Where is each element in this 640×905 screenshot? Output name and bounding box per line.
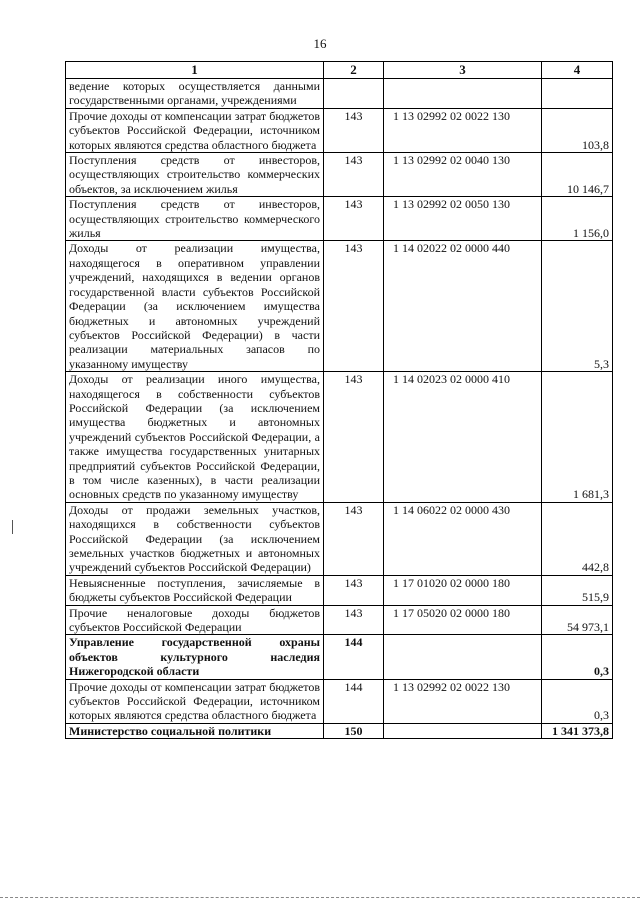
row-description: Министерство социальной политики	[66, 723, 324, 738]
table-row	[66, 79, 613, 109]
row-code: 143	[324, 197, 384, 241]
row-code: 144	[324, 679, 384, 723]
table-row	[66, 153, 613, 197]
row-kbk: 1 13 02992 02 0022 130	[384, 108, 542, 152]
row-kbk: 1 14 06022 02 0000 430	[384, 502, 542, 575]
row-amount: 10 146,7	[542, 153, 613, 197]
row-kbk: 1 13 02992 02 0022 130	[384, 679, 542, 723]
row-description: Доходы от реализации имущества, находящегося в оперативном управлении учреждений, находящихся в ведении органов государственной власти субъектов Российской Федерации (за исключением имущества бюджетных и автономных учреждений субъектов Российской Федерации) в части реализации материальных запасов по указанному имуществу	[66, 241, 324, 372]
table-row	[66, 575, 613, 605]
row-description: Доходы от продажи земельных участков, находящихся в собственности субъектов Российской Федерации (за исключением земельных участков бюджетных и автономных учреждений субъектов Российской Федерации)	[66, 502, 324, 575]
row-amount: 0,3	[542, 679, 613, 723]
row-code: 143	[324, 605, 384, 635]
row-code: 143	[324, 241, 384, 372]
row-description: Поступления средств от инвесторов, осуществляющих строительство коммерческих объектов, за исключением жилья	[66, 153, 324, 197]
table-row	[66, 679, 613, 723]
table-row	[66, 241, 613, 372]
row-kbk	[384, 79, 542, 109]
row-code	[324, 79, 384, 109]
header-col-1: 1	[66, 62, 324, 79]
table-header-row	[66, 62, 613, 79]
row-description: ведение которых осуществляется данными государственными органами, учреждениями	[66, 79, 324, 109]
row-code: 144	[324, 635, 384, 679]
table-row	[66, 108, 613, 152]
row-code: 143	[324, 502, 384, 575]
table-row	[66, 502, 613, 575]
row-amount: 5,3	[542, 241, 613, 372]
header-col-2: 2	[324, 62, 384, 79]
row-kbk: 1 17 01020 02 0000 180	[384, 575, 542, 605]
row-kbk: 1 17 05020 02 0000 180	[384, 605, 542, 635]
table-row	[66, 372, 613, 503]
row-amount: 1 156,0	[542, 197, 613, 241]
row-code: 143	[324, 108, 384, 152]
header-col-4: 4	[542, 62, 613, 79]
margin-mark	[12, 520, 13, 534]
row-description: Управление государственной охраны объектов культурного наследия Нижегородской области	[66, 635, 324, 679]
row-description: Невыясненные поступления, зачисляемые в бюджеты субъектов Российской Федерации	[66, 575, 324, 605]
row-code: 143	[324, 153, 384, 197]
row-kbk	[384, 635, 542, 679]
row-description: Поступления средств от инвесторов, осуществляющих строительство коммерческого жилья	[66, 197, 324, 241]
table-row	[66, 635, 613, 679]
row-code: 150	[324, 723, 384, 738]
table-row	[66, 605, 613, 635]
table-body	[66, 79, 613, 739]
row-amount	[542, 79, 613, 109]
table-row	[66, 197, 613, 241]
revenue-table	[65, 61, 613, 739]
page-bottom-rule	[0, 897, 640, 898]
page-number: 16	[313, 36, 327, 51]
row-description: Прочие неналоговые доходы бюджетов субъектов Российской Федерации	[66, 605, 324, 635]
row-amount: 442,8	[542, 502, 613, 575]
row-kbk: 1 13 02992 02 0040 130	[384, 153, 542, 197]
row-description: Прочие доходы от компенсации затрат бюджетов субъектов Российской Федерации, источником которых являются средства областного бюджета	[66, 108, 324, 152]
row-kbk	[384, 723, 542, 738]
row-amount: 515,9	[542, 575, 613, 605]
row-description: Прочие доходы от компенсации затрат бюджетов субъектов Российской Федерации, источником которых являются средства областного бюджета	[66, 679, 324, 723]
row-amount: 1 681,3	[542, 372, 613, 503]
row-amount: 1 341 373,8	[542, 723, 613, 738]
row-code: 143	[324, 575, 384, 605]
row-amount: 103,8	[542, 108, 613, 152]
header-col-3: 3	[384, 62, 542, 79]
table-row	[66, 723, 613, 738]
row-kbk: 1 14 02023 02 0000 410	[384, 372, 542, 503]
row-kbk: 1 14 02022 02 0000 440	[384, 241, 542, 372]
row-kbk: 1 13 02992 02 0050 130	[384, 197, 542, 241]
row-code: 143	[324, 372, 384, 503]
row-amount: 0,3	[542, 635, 613, 679]
row-description: Доходы от реализации иного имущества, находящегося в собственности субъектов Российской Федерации (за исключением имущества бюджетных и автономных учреждений субъектов Российской Федерации, а также имущества государственных унитарных предприятий субъектов Российской Федерации, в том числе казенных), в части реализации основных средств по указанному имуществу	[66, 372, 324, 503]
row-amount: 54 973,1	[542, 605, 613, 635]
